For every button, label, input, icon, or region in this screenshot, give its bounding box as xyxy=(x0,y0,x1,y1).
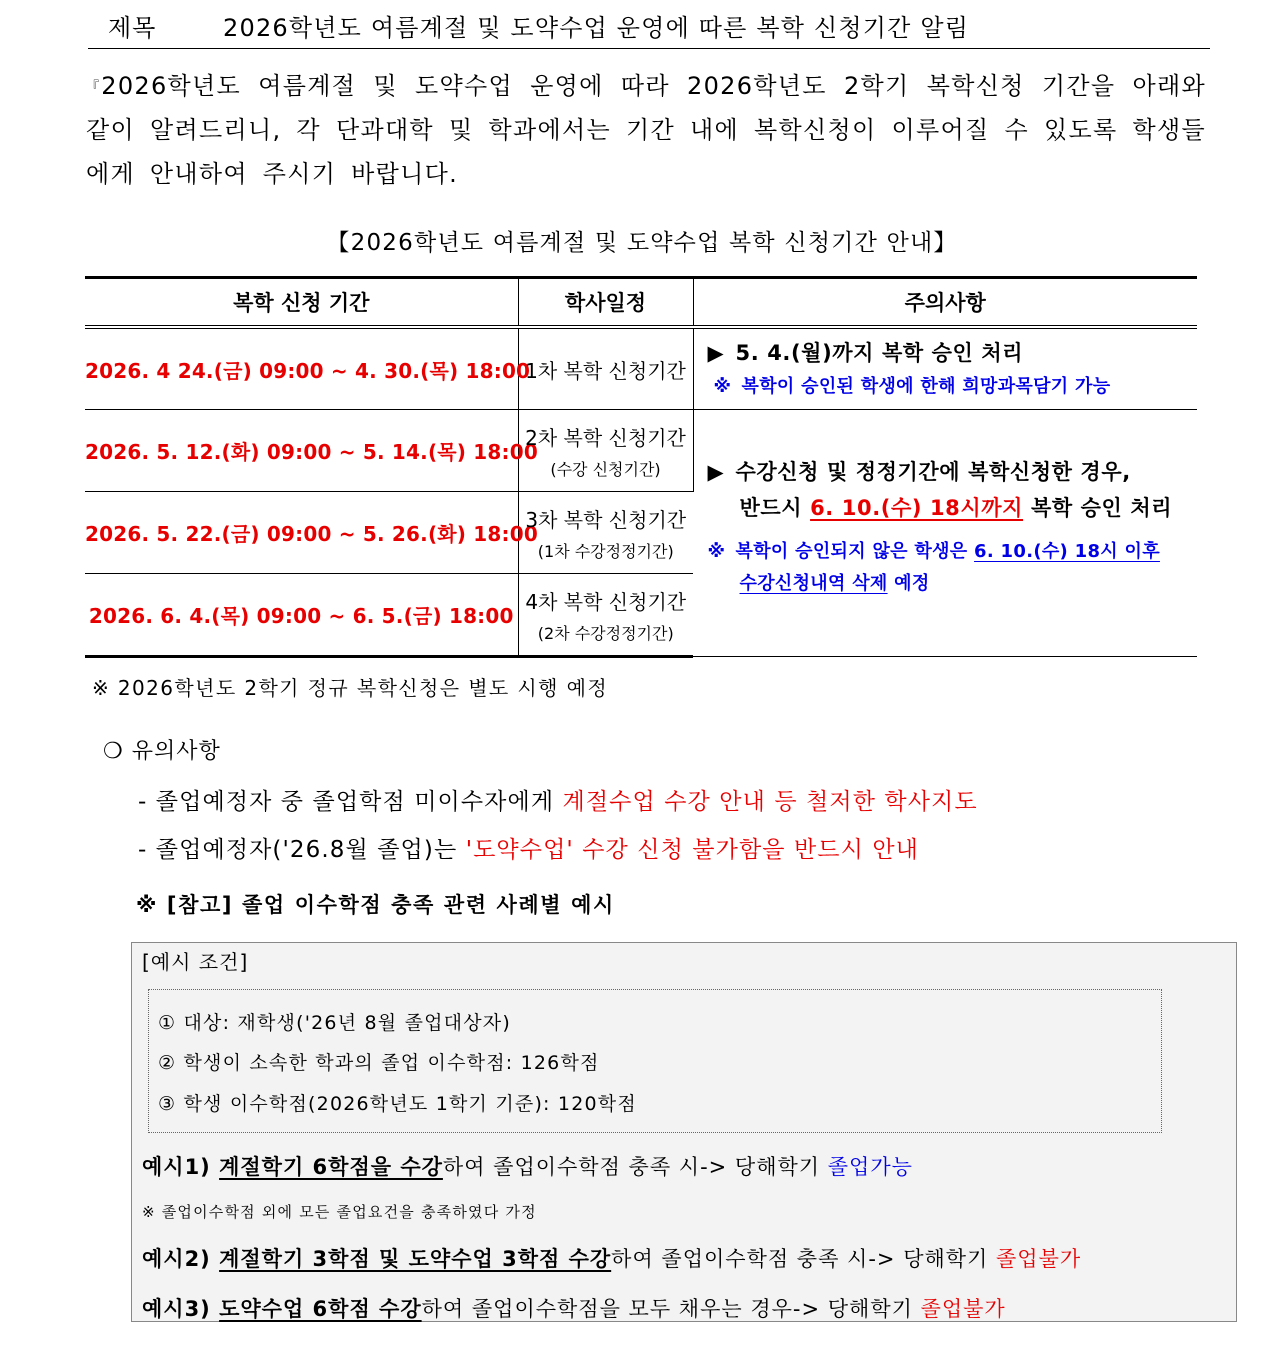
note-underlined: 6. 10.(수) 18시 이후 xyxy=(974,541,1160,562)
example-condition: 도약수업 6학점 수강 xyxy=(219,1297,422,1321)
period-text: 2026. 6. 4.(목) 09:00 ~ 6. 5.(금) 18:00 xyxy=(88,604,514,628)
example-text: 하여 졸업이수학점 충족 시-> 당해학기 xyxy=(442,1155,828,1179)
body-paragraph xyxy=(86,64,1206,196)
note-registration-case xyxy=(708,454,1198,490)
example-result: 졸업가능 xyxy=(827,1155,913,1179)
round-label: 2차 복학 신청기간 xyxy=(525,425,686,450)
round-sublabel: (1차 수강정정기간) xyxy=(537,541,674,561)
triangle-bullet-icon: ▶ xyxy=(707,460,725,484)
condition-item: ③ 학생 이수학점(2026학년도 1학기 기준): 120학점 xyxy=(158,1093,637,1115)
note-approval-deadline xyxy=(708,335,1198,371)
example-condition: 계절학기 6학점을 수강 xyxy=(219,1155,443,1179)
title-divider xyxy=(88,48,1210,49)
period-cell xyxy=(85,410,538,492)
period-cell xyxy=(85,327,531,410)
example-result: 졸업불가 xyxy=(920,1297,1006,1321)
note-main-text: 수강신청 및 정정기간에 복학신청한 경우, xyxy=(735,460,1131,484)
period-text: 2026. 4 24.(금) 09:00 ~ 4. 30.(목) 18:00 xyxy=(85,358,531,383)
reference-mark-icon: ※ xyxy=(713,376,732,397)
example-result: 졸업불가 xyxy=(996,1247,1082,1271)
header-schedule: 학사일정 xyxy=(518,278,693,328)
round-label: 1차 복학 신청기간 xyxy=(525,358,686,383)
round-cell xyxy=(518,410,693,492)
notes-cell-first xyxy=(693,327,1197,410)
note-sub-text: 복학이 승인된 학생에 한해 희망과목담기 가능 xyxy=(741,376,1111,397)
caution-emphasis: '도약수업' 수강 신청 불가함을 반드시 안내 xyxy=(465,837,919,863)
example-label: 예시1) xyxy=(142,1155,220,1179)
period-text: 2026. 5. 22.(금) 09:00 ~ 5. 26.(화) 18:00 xyxy=(85,522,538,546)
example-label: 예시3) xyxy=(142,1297,220,1321)
condition-item: ② 학생이 소속한 학과의 졸업 이수학점: 126학점 xyxy=(158,1052,600,1074)
note-deletion-warning xyxy=(708,536,1198,568)
round-label: 3차 복학 신청기간 xyxy=(525,507,687,532)
table-row xyxy=(85,327,1197,410)
example-2 xyxy=(142,1243,1081,1273)
document-title: 2026학년도 여름계절 및 도약수업 운영에 따른 복학 신청기간 알림 xyxy=(223,14,970,42)
caution-item xyxy=(138,831,919,864)
caution-heading-text: 유의사항 xyxy=(131,739,221,764)
caution-item xyxy=(138,783,978,816)
caution-emphasis: 계절수업 수강 안내 등 철저한 학사지도 xyxy=(562,789,978,815)
title-label: 제목 xyxy=(108,14,157,42)
header-period: 복학 신청 기간 xyxy=(85,278,518,328)
round-cell xyxy=(518,492,693,574)
note-underlined: 수강신청내역 삭제 xyxy=(739,573,888,594)
caution-heading xyxy=(103,734,221,765)
note-deletion-line2 xyxy=(708,568,1198,600)
example-text: 하여 졸업이수학점을 모두 채우는 경우-> 당해학기 xyxy=(421,1297,921,1321)
round-sublabel: (2차 수강정정기간) xyxy=(537,623,674,643)
header-notes: 주의사항 xyxy=(693,278,1197,328)
reference-title: ※ [참고] 졸업 이수학점 충족 관련 사례별 예시 xyxy=(136,893,615,917)
note-deadline-line xyxy=(708,490,1198,526)
note-text: 복학이 승인되지 않은 학생은 xyxy=(735,541,975,562)
caution-text: - 졸업예정자('26.8월 졸업)는 xyxy=(138,837,466,863)
notes-cell-second xyxy=(693,410,1197,657)
body-text: 2026학년도 여름계절 및 도약수업 운영에 따라 2026학년도 2학기 복학신청 기간을 아래와 같이 알려드리니, 각 단과대학 및 학과에서는 기간 내에 복학신청이 이루어질 수 있도록 학생들에게 안내하여 주시기 바랍니다. xyxy=(86,72,1206,188)
note-approved-only xyxy=(708,371,1198,403)
table-footnote: ※ 2026학년도 2학기 정규 복학신청은 별도 시행 예정 xyxy=(92,676,609,700)
example-3 xyxy=(142,1293,1006,1323)
period-text: 2026. 5. 12.(화) 09:00 ~ 5. 14.(목) 18:00 xyxy=(85,440,538,464)
circle-bullet-icon: ❍ xyxy=(103,739,124,764)
table-heading: 【2026학년도 여름계절 및 도약수업 복학 신청기간 안내】 xyxy=(326,230,958,256)
table-row xyxy=(85,410,1197,492)
note-text: 복학 승인 처리 xyxy=(1023,496,1173,520)
reference-mark-icon: ※ xyxy=(707,541,726,562)
example-label: 예시2) xyxy=(142,1247,220,1271)
round-sublabel: (수강 신청기간) xyxy=(550,459,661,479)
schedule-table xyxy=(85,276,1197,658)
note-text: 예정 xyxy=(887,573,930,594)
period-cell xyxy=(85,492,538,574)
round-cell xyxy=(518,574,693,657)
round-cell xyxy=(518,327,693,410)
example-condition: 계절학기 3학점 및 도약수업 3학점 수강 xyxy=(219,1247,612,1271)
round-label: 4차 복학 신청기간 xyxy=(525,589,687,614)
note-main-text: 5. 4.(월)까지 복학 승인 처리 xyxy=(735,341,1024,365)
open-quote-mark: 『 xyxy=(86,80,102,95)
period-cell xyxy=(85,574,518,657)
triangle-bullet-icon: ▶ xyxy=(707,341,725,365)
example-text: 하여 졸업이수학점 충족 시-> 당해학기 xyxy=(611,1247,997,1271)
assumption-note: ※ 졸업이수학점 외에 모든 졸업요건을 충족하였다 가정 xyxy=(142,1203,537,1221)
condition-label: [예시 조건] xyxy=(142,950,249,974)
condition-item: ① 대상: 재학생('26년 8월 졸업대상자) xyxy=(158,1012,511,1034)
deadline-highlight: 6. 10.(수) 18시까지 xyxy=(810,496,1024,520)
caution-text: - 졸업예정자 중 졸업학점 미이수자에게 xyxy=(138,789,563,815)
example-1 xyxy=(142,1151,913,1181)
note-text: 반드시 xyxy=(739,496,811,520)
